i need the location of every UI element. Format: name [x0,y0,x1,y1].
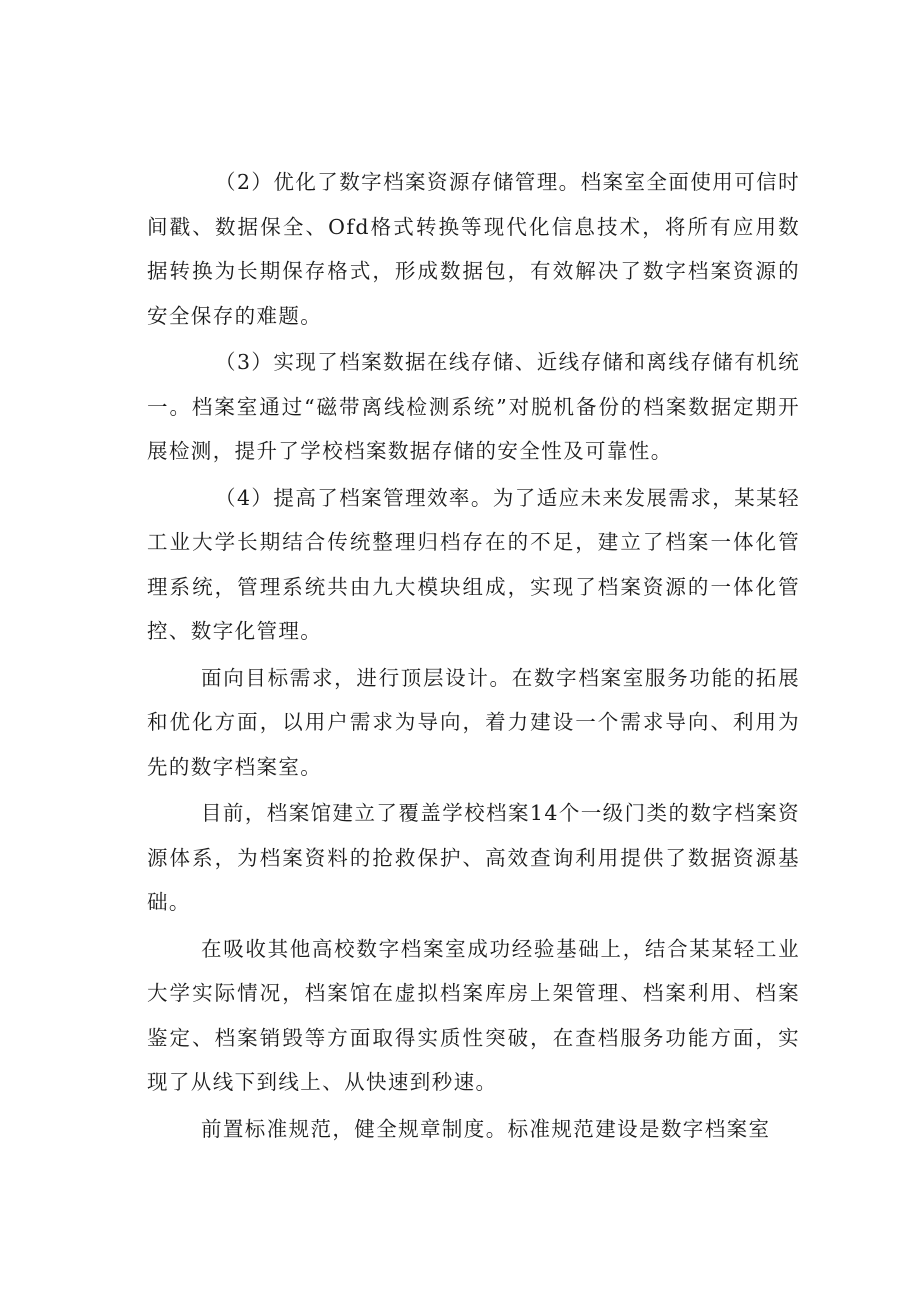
paragraph-standards: 前置标准规范，健全规章制度。标准规范建设是数字档案室 [201,1116,771,1141]
paragraph-top-level-design: 面向目标需求，进行顶层设计。在数字档案室服务功能的拓展和优化方面，以用户需求为导向，着力建设一个需求导向、利用为先的数字档案室。 [147,665,800,779]
paragraph-management-efficiency: （4）提高了档案管理效率。为了适应未来发展需求，某某轻工业大学长期结合传统整理归档存在的不足，建立了档案一体化管理系统，管理系统共由九大模块组成，实现了档案资源的一体化管控、数字化管理。 [147,485,800,643]
paragraph-storage-management: （2）优化了数字档案资源存储管理。档案室全面使用可信时间戳、数据保全、Ofd格式转换等现代化信息技术，将所有应用数据转换为长期保存格式，形成数据包，有效解决了数字档案资源的安全保存的难题。 [147,170,800,328]
document-body [147,160,800,1153]
paragraph-storage-unification: （3）实现了档案数据在线存储、近线存储和离线存储有机统一。档案室通过“磁带离线检测系统”对脱机备份的档案数据定期开展检测，提升了学校档案数据存储的安全性及可靠性。 [147,350,800,463]
paragraph-resource-system: 目前，档案馆建立了覆盖学校档案14个一级门类的数字档案资源体系，为档案资料的抢救保护、高效查询利用提供了数据资源基础。 [147,801,800,914]
paragraph-service-breakthrough: 在吸收其他高校数字档案室成功经验基础上，结合某某轻工业大学实际情况，档案馆在虚拟档案库房上架管理、档案利用、档案鉴定、档案销毁等方面取得实质性突破，在查档服务功能方面，实现了从线下到线上、从快速到秒速。 [147,936,800,1094]
